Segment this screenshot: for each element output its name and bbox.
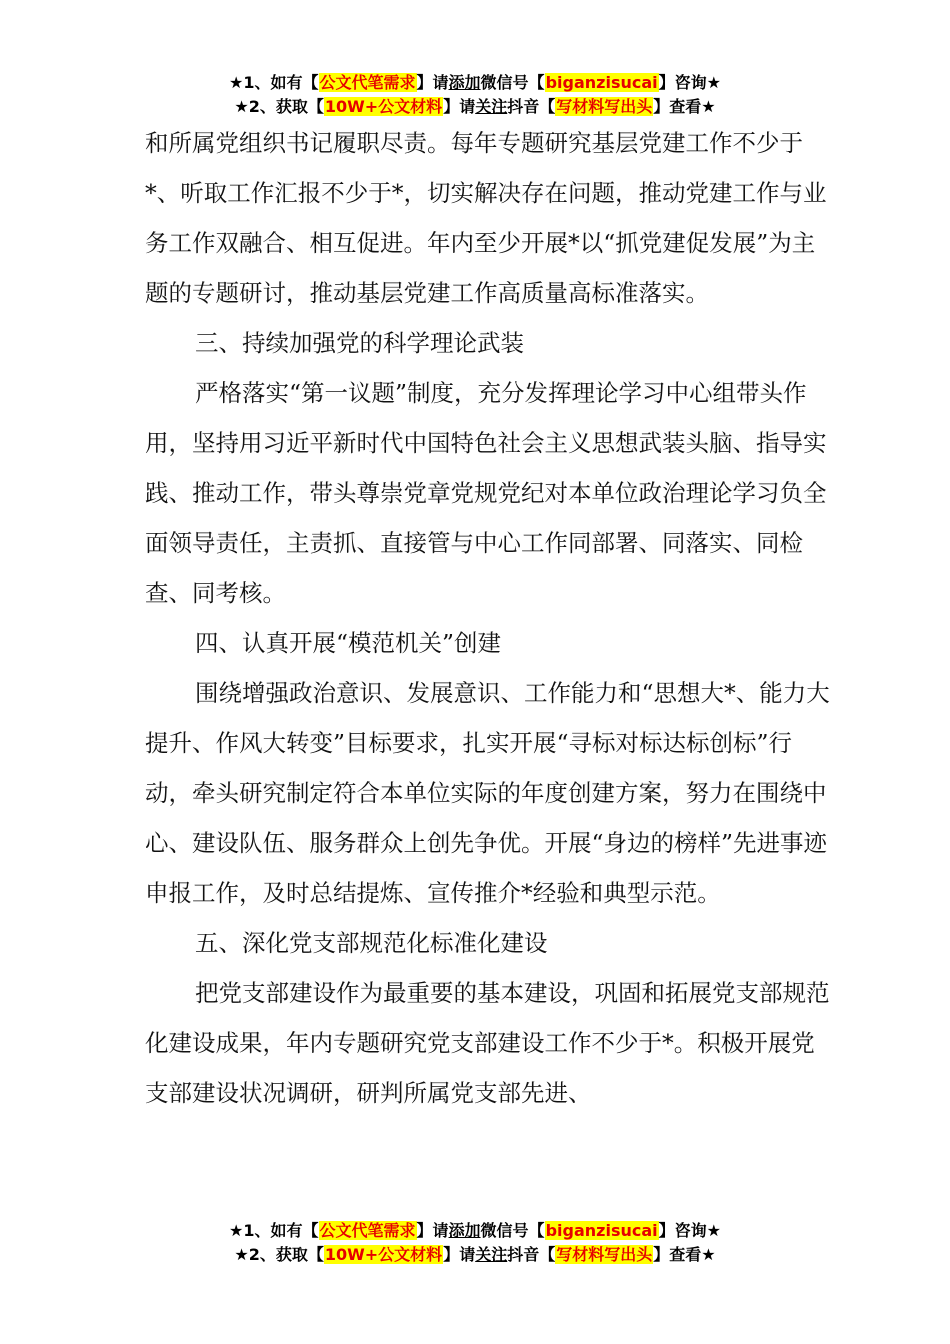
promo-banner-bottom: [0, 1219, 950, 1267]
highlight-text: 10W+公文材料: [324, 97, 443, 116]
paragraph-theory: 严格落实“第一议题”制度，充分发挥理论学习中心组带头作用，坚持用习近平新时代中国特色社会主义思想武装头脑、指导实践、推动工作，带头尊崇党章党规党纪对本单位政治理论学习负全面领导责任，主责抓、直接管与中心工作同部署、同落实、同检查、同考核。: [145, 379, 827, 607]
highlight-text: 写材料写出头: [556, 97, 653, 116]
section-heading-3: 三、持续加强党的科学理论武装: [195, 329, 524, 357]
underlined-text: 关注: [475, 97, 508, 116]
underlined-text: 添加: [448, 73, 481, 92]
paragraph-branch-building: 把党支部建设作为最重要的基本建设，巩固和拓展党支部规范化建设成果，年内专题研究党支部建设工作不少于*。积极开展党支部建设状况调研，研判所属党支部先进、: [145, 979, 830, 1107]
promo-line-1: ★1、如有【公文代笔需求】请添加微信号【biganzisucai】咨询★: [229, 73, 721, 92]
promo-line-2: ★2、获取【10W+公文材料】请关注抖音【写材料写出头】查看★: [234, 97, 716, 116]
promo-banner-top: [0, 71, 950, 119]
promo-line-2: ★2、获取【10W+公文材料】请关注抖音【写材料写出头】查看★: [234, 1245, 716, 1264]
section-heading-4: 四、认真开展“模范机关”创建: [195, 629, 502, 657]
document-body: [145, 118, 835, 1118]
paragraph-model-agency: 围绕增强政治意识、发展意识、工作能力和“思想大*、能力大提升、作风大转变”目标要求，扎实开展“寻标对标达标创标”行动，牵头研究制定符合本单位实际的年度创建方案，努力在围绕中心、建设队伍、服务群众上创先争优。开展“身边的榜样”先进事迹申报工作，及时总结提炼、宣传推介*经验和典型示范。: [145, 679, 830, 907]
highlight-text: 公文代笔需求: [319, 1221, 416, 1240]
underlined-text: 添加: [448, 1221, 481, 1240]
highlight-text: 10W+公文材料: [324, 1245, 443, 1264]
highlight-text: biganzisucai: [545, 1221, 658, 1240]
paragraph-continued: 和所属党组织书记履职尽责。每年专题研究基层党建工作不少于*、听取工作汇报不少于*，切实解决存在问题，推动党建工作与业务工作双融合、相互促进。年内至少开展*以“抓党建促发展”为主题的专题研讨，推动基层党建工作高质量高标准落实。: [145, 129, 827, 307]
underlined-text: 关注: [475, 1245, 508, 1264]
promo-line-1: ★1、如有【公文代笔需求】请添加微信号【biganzisucai】咨询★: [229, 1221, 721, 1240]
highlight-text: biganzisucai: [545, 73, 658, 92]
highlight-text: 写材料写出头: [556, 1245, 653, 1264]
section-heading-5: 五、深化党支部规范化标准化建设: [195, 929, 548, 957]
highlight-text: 公文代笔需求: [319, 73, 416, 92]
